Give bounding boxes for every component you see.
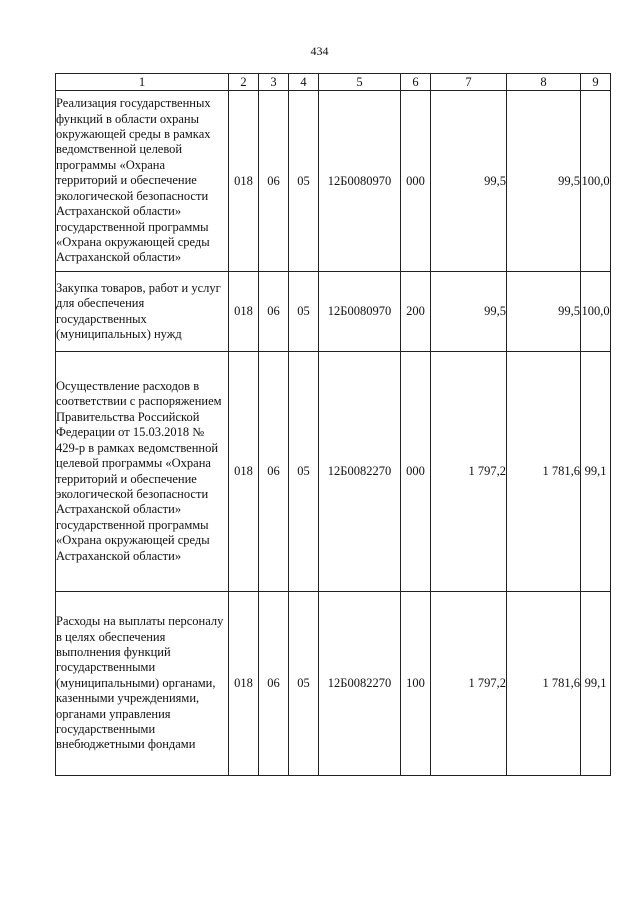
cell-col-4: 05: [289, 91, 319, 272]
header-col-8: 8: [507, 74, 581, 91]
cell-col-6: 000: [401, 91, 431, 272]
header-col-6: 6: [401, 74, 431, 91]
cell-col-3: 06: [259, 272, 289, 352]
table-row: [56, 272, 611, 352]
table-row: [56, 592, 611, 776]
cell-col-9: 99,1: [581, 592, 611, 776]
row-description: Расходы на выплаты персоналу в целях обеспечения выполнения функций государственными (муниципальными) органами, казенными учреждениями, органами управления государственными внебюджетными фондами: [56, 592, 229, 776]
cell-col-4: 05: [289, 272, 319, 352]
header-col-1: 1: [56, 74, 229, 91]
cell-col-6: 200: [401, 272, 431, 352]
row-description: Закупка товаров, работ и услуг для обеспечения государственных (муниципальных) нужд: [56, 272, 229, 352]
cell-col-2: 018: [229, 592, 259, 776]
cell-col-7: 99,5: [431, 91, 507, 272]
cell-col-4: 05: [289, 352, 319, 592]
budget-table: [55, 73, 611, 776]
cell-col-7: 1 797,2: [431, 352, 507, 592]
header-col-4: 4: [289, 74, 319, 91]
cell-col-8: 1 781,6: [507, 352, 581, 592]
table-row: [56, 352, 611, 592]
page-number: 434: [310, 44, 329, 58]
header-col-2: 2: [229, 74, 259, 91]
cell-col-2: 018: [229, 272, 259, 352]
table-header-row: [56, 74, 611, 91]
header-col-3: 3: [259, 74, 289, 91]
cell-col-8: 99,5: [507, 272, 581, 352]
cell-col-5: 12Б0082270: [319, 592, 401, 776]
cell-col-5: 12Б0080970: [319, 91, 401, 272]
cell-col-3: 06: [259, 592, 289, 776]
cell-col-2: 018: [229, 91, 259, 272]
cell-col-5: 12Б0080970: [319, 272, 401, 352]
cell-col-8: 1 781,6: [507, 592, 581, 776]
cell-col-5: 12Б0082270: [319, 352, 401, 592]
cell-col-2: 018: [229, 352, 259, 592]
header-col-5: 5: [319, 74, 401, 91]
cell-col-7: 99,5: [431, 272, 507, 352]
row-description: Осуществление расходов в соответствии с распоряжением Правительства Российской Федерации от 15.03.2018 № 429-р в рамках ведомственной целевой программы «Охрана территорий и обеспечение экологической безопасности Астраханской области» государственной программы «Охрана окружающей среды Астраханской области»: [56, 352, 229, 592]
cell-col-8: 99,5: [507, 91, 581, 272]
cell-col-9: 100,0: [581, 91, 611, 272]
cell-col-9: 100,0: [581, 272, 611, 352]
cell-col-3: 06: [259, 352, 289, 592]
cell-col-9: 99,1: [581, 352, 611, 592]
cell-col-6: 000: [401, 352, 431, 592]
cell-col-4: 05: [289, 592, 319, 776]
row-description: Реализация государственных функций в области охраны окружающей среды в рамках ведомственной целевой программы «Охрана территорий и обеспечение экологической безопасности Астраханской области» государственной программы «Охрана окружающей среды Астраханской области»: [56, 91, 229, 272]
cell-col-7: 1 797,2: [431, 592, 507, 776]
header-col-7: 7: [431, 74, 507, 91]
cell-col-6: 100: [401, 592, 431, 776]
table-row: [56, 91, 611, 272]
cell-col-3: 06: [259, 91, 289, 272]
header-col-9: 9: [581, 74, 611, 91]
